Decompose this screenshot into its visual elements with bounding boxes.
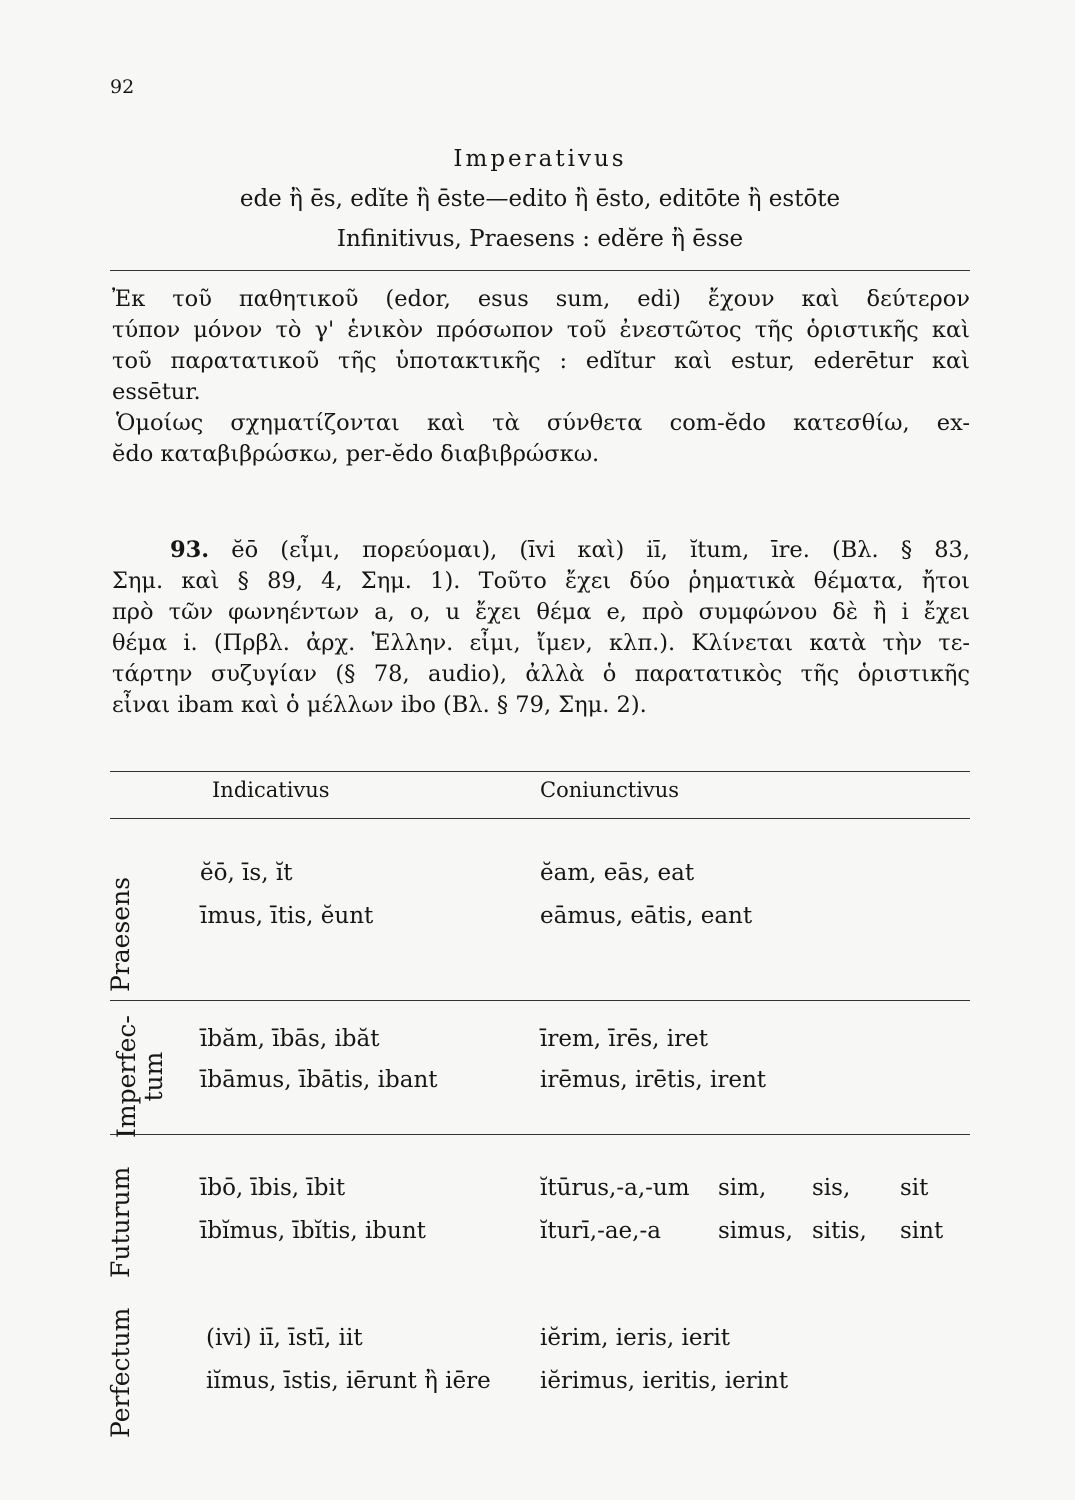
- table-cell: eāmus, eātis, eant: [540, 903, 753, 929]
- table-cell: ĕō, īs, ĭt: [200, 860, 293, 886]
- paragraph-passive-forms: [112, 284, 970, 408]
- column-header-indicativus: Indicativus: [212, 778, 330, 802]
- section-93: [112, 535, 970, 721]
- tense-label-futurum: Futurum: [106, 1166, 135, 1278]
- tense-label-praesens: Praesens: [106, 876, 135, 992]
- imperative-heading: Imperativus: [453, 146, 627, 172]
- text-line: θέμα i. (Πρβλ. ἀρχ. Ἑλλην. εἶμι, ἴμεν, κλπ.). Κλίνεται κατὰ τὴν τε-: [112, 630, 970, 656]
- imperative-forms: ede ἢ ēs, edĭte ἢ ēste—edito ἢ ēsto, editōte ἢ estōte: [239, 186, 841, 212]
- table-cell: iĕrimus, ieritis, ierint: [540, 1368, 789, 1394]
- paragraph-compounds: [112, 408, 970, 470]
- table-cell: ĕam, eās, eat: [540, 860, 695, 886]
- table-row-rule: [110, 1134, 970, 1135]
- section-text: ĕō (εἶμι, πορεύομαι), (īvi καὶ) iī, ĭtum, īre. (Βλ. § 83,: [231, 537, 970, 563]
- table-top-rule: [110, 771, 970, 772]
- table-cell: ībĭmus, ībĭtis, ibunt: [200, 1218, 426, 1244]
- divider: [110, 270, 970, 271]
- table-cell: (ivi) iī, īstī, iit: [206, 1325, 363, 1351]
- table-cell: sim,: [718, 1175, 767, 1201]
- table-cell: ĭturī,-ae,-a: [540, 1218, 661, 1244]
- table-cell: iĕrim, ieris, ierit: [540, 1325, 731, 1351]
- text-line: πρὸ τῶν φωνηέντων a, o, u ἔχει θέμα e, πρὸ συμφώνου δὲ ἢ i ἔχει: [112, 599, 970, 625]
- text-line: ĕdo καταβιβρώσκω, per-ĕdo διαβιβρώσκω.: [112, 441, 600, 467]
- table-cell: sitis,: [812, 1218, 867, 1244]
- text-line: εἶναι ibam καὶ ὁ μέλλων ibo (Βλ. § 79, Σημ. 2).: [112, 692, 647, 718]
- table-cell: sint: [900, 1218, 944, 1244]
- table-cell: ībāmus, ībātis, ibant: [200, 1067, 438, 1093]
- tense-label-perfectum: Perfectum: [106, 1307, 135, 1438]
- table-cell: sis,: [812, 1175, 851, 1201]
- table-cell: sit: [900, 1175, 929, 1201]
- column-header-coniunctivus: Coniunctivus: [540, 778, 680, 802]
- text-line: τάρτην συζυγίαν (§ 78, audio), ἀλλὰ ὁ παρατατικὸς τῆς ὁριστικῆς: [112, 661, 970, 687]
- table-cell: ībō, ībis, ībit: [200, 1175, 346, 1201]
- text-line: τύπον μόνον τὸ γ' ἑνικὸν πρόσωπον τοῦ ἐνεστῶτος τῆς ὁριστικῆς καὶ: [112, 317, 970, 343]
- table-cell: ībăm, ībās, ibăt: [200, 1026, 380, 1052]
- table-cell: simus,: [718, 1218, 793, 1244]
- text-line: Ἐκ τοῦ παθητικοῦ (edor, esus sum, edi) ἔχουν καὶ δεύτερον: [112, 286, 970, 312]
- tense-label-line: tum: [139, 1051, 168, 1102]
- text-line: Σημ. καὶ § 89, 4, Σημ. 1). Τοῦτο ἔχει δύο ῥηματικὰ θέματα, ἤτοι: [112, 568, 970, 594]
- text-line: essētur.: [112, 379, 201, 405]
- table-cell: iĭmus, īstis, iērunt ἢ iēre: [206, 1368, 491, 1394]
- table-cell: ĭtūrus,-a,-um: [540, 1175, 690, 1201]
- tense-label-imperfectum: [113, 1015, 167, 1138]
- table-cell: irēmus, irētis, irent: [540, 1067, 767, 1093]
- table-cell: īmus, ītis, ĕunt: [200, 903, 374, 929]
- section-number: 93.: [170, 537, 210, 563]
- table-cell: īrem, īrēs, iret: [540, 1026, 708, 1052]
- text-line: τοῦ παρατατικοῦ τῆς ὑποτακτικῆς : edĭtur καὶ estur, ederētur καὶ: [112, 348, 970, 374]
- infinitive-line: Infinitivus, Praesens : edĕre ἢ ēsse: [336, 226, 744, 252]
- tense-label-line: Imperfec-: [112, 1015, 141, 1138]
- section-first-line: [112, 535, 970, 566]
- table-row-rule: [110, 1000, 970, 1001]
- page-number: 92: [110, 76, 135, 98]
- table-header-rule: [110, 818, 970, 819]
- text-line: Ὁμοίως σχηματίζονται καὶ τὰ σύνθετα com-ĕdo κατεσθίω, ex-: [116, 410, 970, 436]
